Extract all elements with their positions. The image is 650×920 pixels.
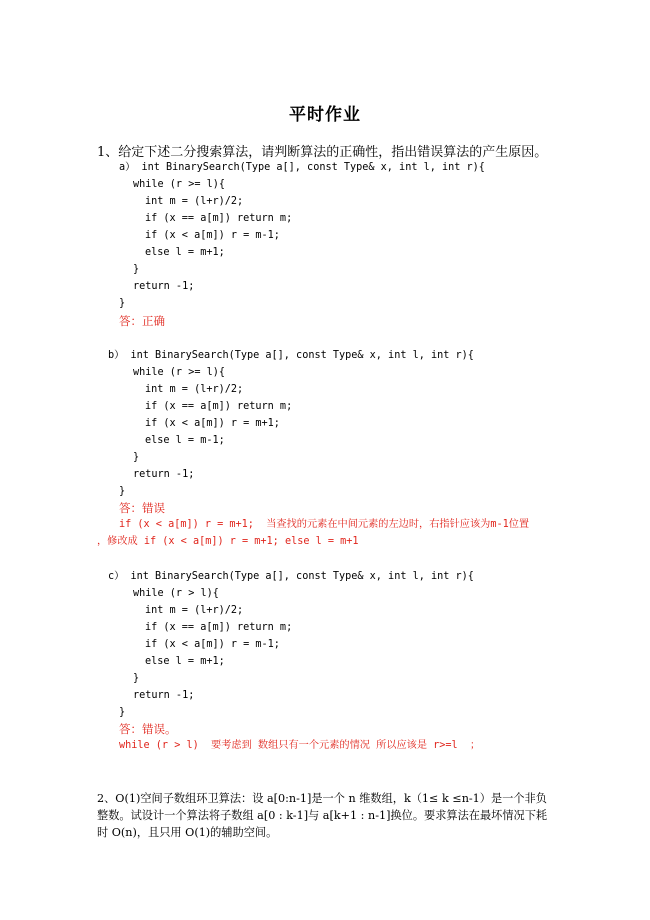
page-title: 平时作业	[289, 105, 361, 125]
explanation-c-line-1: while (r > l) 要考虑到 数组只有一个元素的情况 所以应该是 r>=l ；	[119, 740, 481, 751]
answer-b: 答：错误	[119, 501, 165, 515]
code-a-header: a） int BinarySearch(Type a[], const Type& x, int l, int r){	[119, 162, 485, 173]
code-a-line: }	[133, 264, 140, 275]
code-c-line: }	[133, 673, 140, 684]
code-b-line: else l = m-1;	[145, 435, 225, 446]
code-c-line: else l = m+1;	[145, 656, 225, 667]
code-b-line: }	[119, 486, 126, 497]
answer-a: 答：正确	[119, 314, 165, 328]
code-b-header: b） int BinarySearch(Type a[], const Type& x, int l, int r){	[108, 350, 474, 361]
code-b-line: if (x == a[m]) return m;	[145, 401, 293, 412]
explanation-b-line-1: if (x < a[m]) r = m+1; 当查找的元素在中间元素的左边时，右指针应该为m-1位置	[119, 519, 530, 530]
code-b-line: if (x < a[m]) r = m+1;	[145, 418, 280, 429]
code-c-line: while (r > l){	[133, 588, 219, 599]
question-2-text: 2、O(1)空间子数组环卫算法：设 a[0:n-1]是一个 n 维数组，k（1≤ k ≤n-1）是一个非负整数。试设计一个算法将子数组 a[0 : k-1]与 a[k+1 : n-1]换位。要求算法在最坏情况下耗时 O(n)，且只用 O(1)的辅助空间。	[97, 792, 548, 839]
code-a-line: return -1;	[133, 281, 195, 292]
question-1-prompt: 1、给定下述二分搜索算法，请判断算法的正确性，指出错误算法的产生原因。	[97, 145, 548, 160]
code-c-line: }	[119, 707, 126, 718]
code-a-line: int m = (l+r)/2;	[145, 196, 244, 207]
code-a-line: if (x == a[m]) return m;	[145, 213, 293, 224]
answer-c: 答：错误。	[119, 722, 177, 736]
code-c-line: if (x == a[m]) return m;	[145, 622, 293, 633]
code-c-header: c） int BinarySearch(Type a[], const Type& x, int l, int r){	[108, 571, 474, 582]
code-a-line: if (x < a[m]) r = m-1;	[145, 230, 280, 241]
code-a-line: }	[119, 298, 126, 309]
code-b-line: return -1;	[133, 469, 195, 480]
code-c-line: int m = (l+r)/2;	[145, 605, 244, 616]
code-c-line: if (x < a[m]) r = m-1;	[145, 639, 280, 650]
code-b-line: int m = (l+r)/2;	[145, 384, 244, 395]
code-b-line: }	[133, 452, 140, 463]
code-a-line: while (r >= l){	[133, 179, 226, 190]
code-a-line: else l = m+1;	[145, 247, 225, 258]
code-c-line: return -1;	[133, 690, 195, 701]
explanation-b-line-2: ，修改成 if (x < a[m]) r = m+1; else l = m+1	[97, 536, 359, 547]
code-b-line: while (r >= l){	[133, 367, 226, 378]
